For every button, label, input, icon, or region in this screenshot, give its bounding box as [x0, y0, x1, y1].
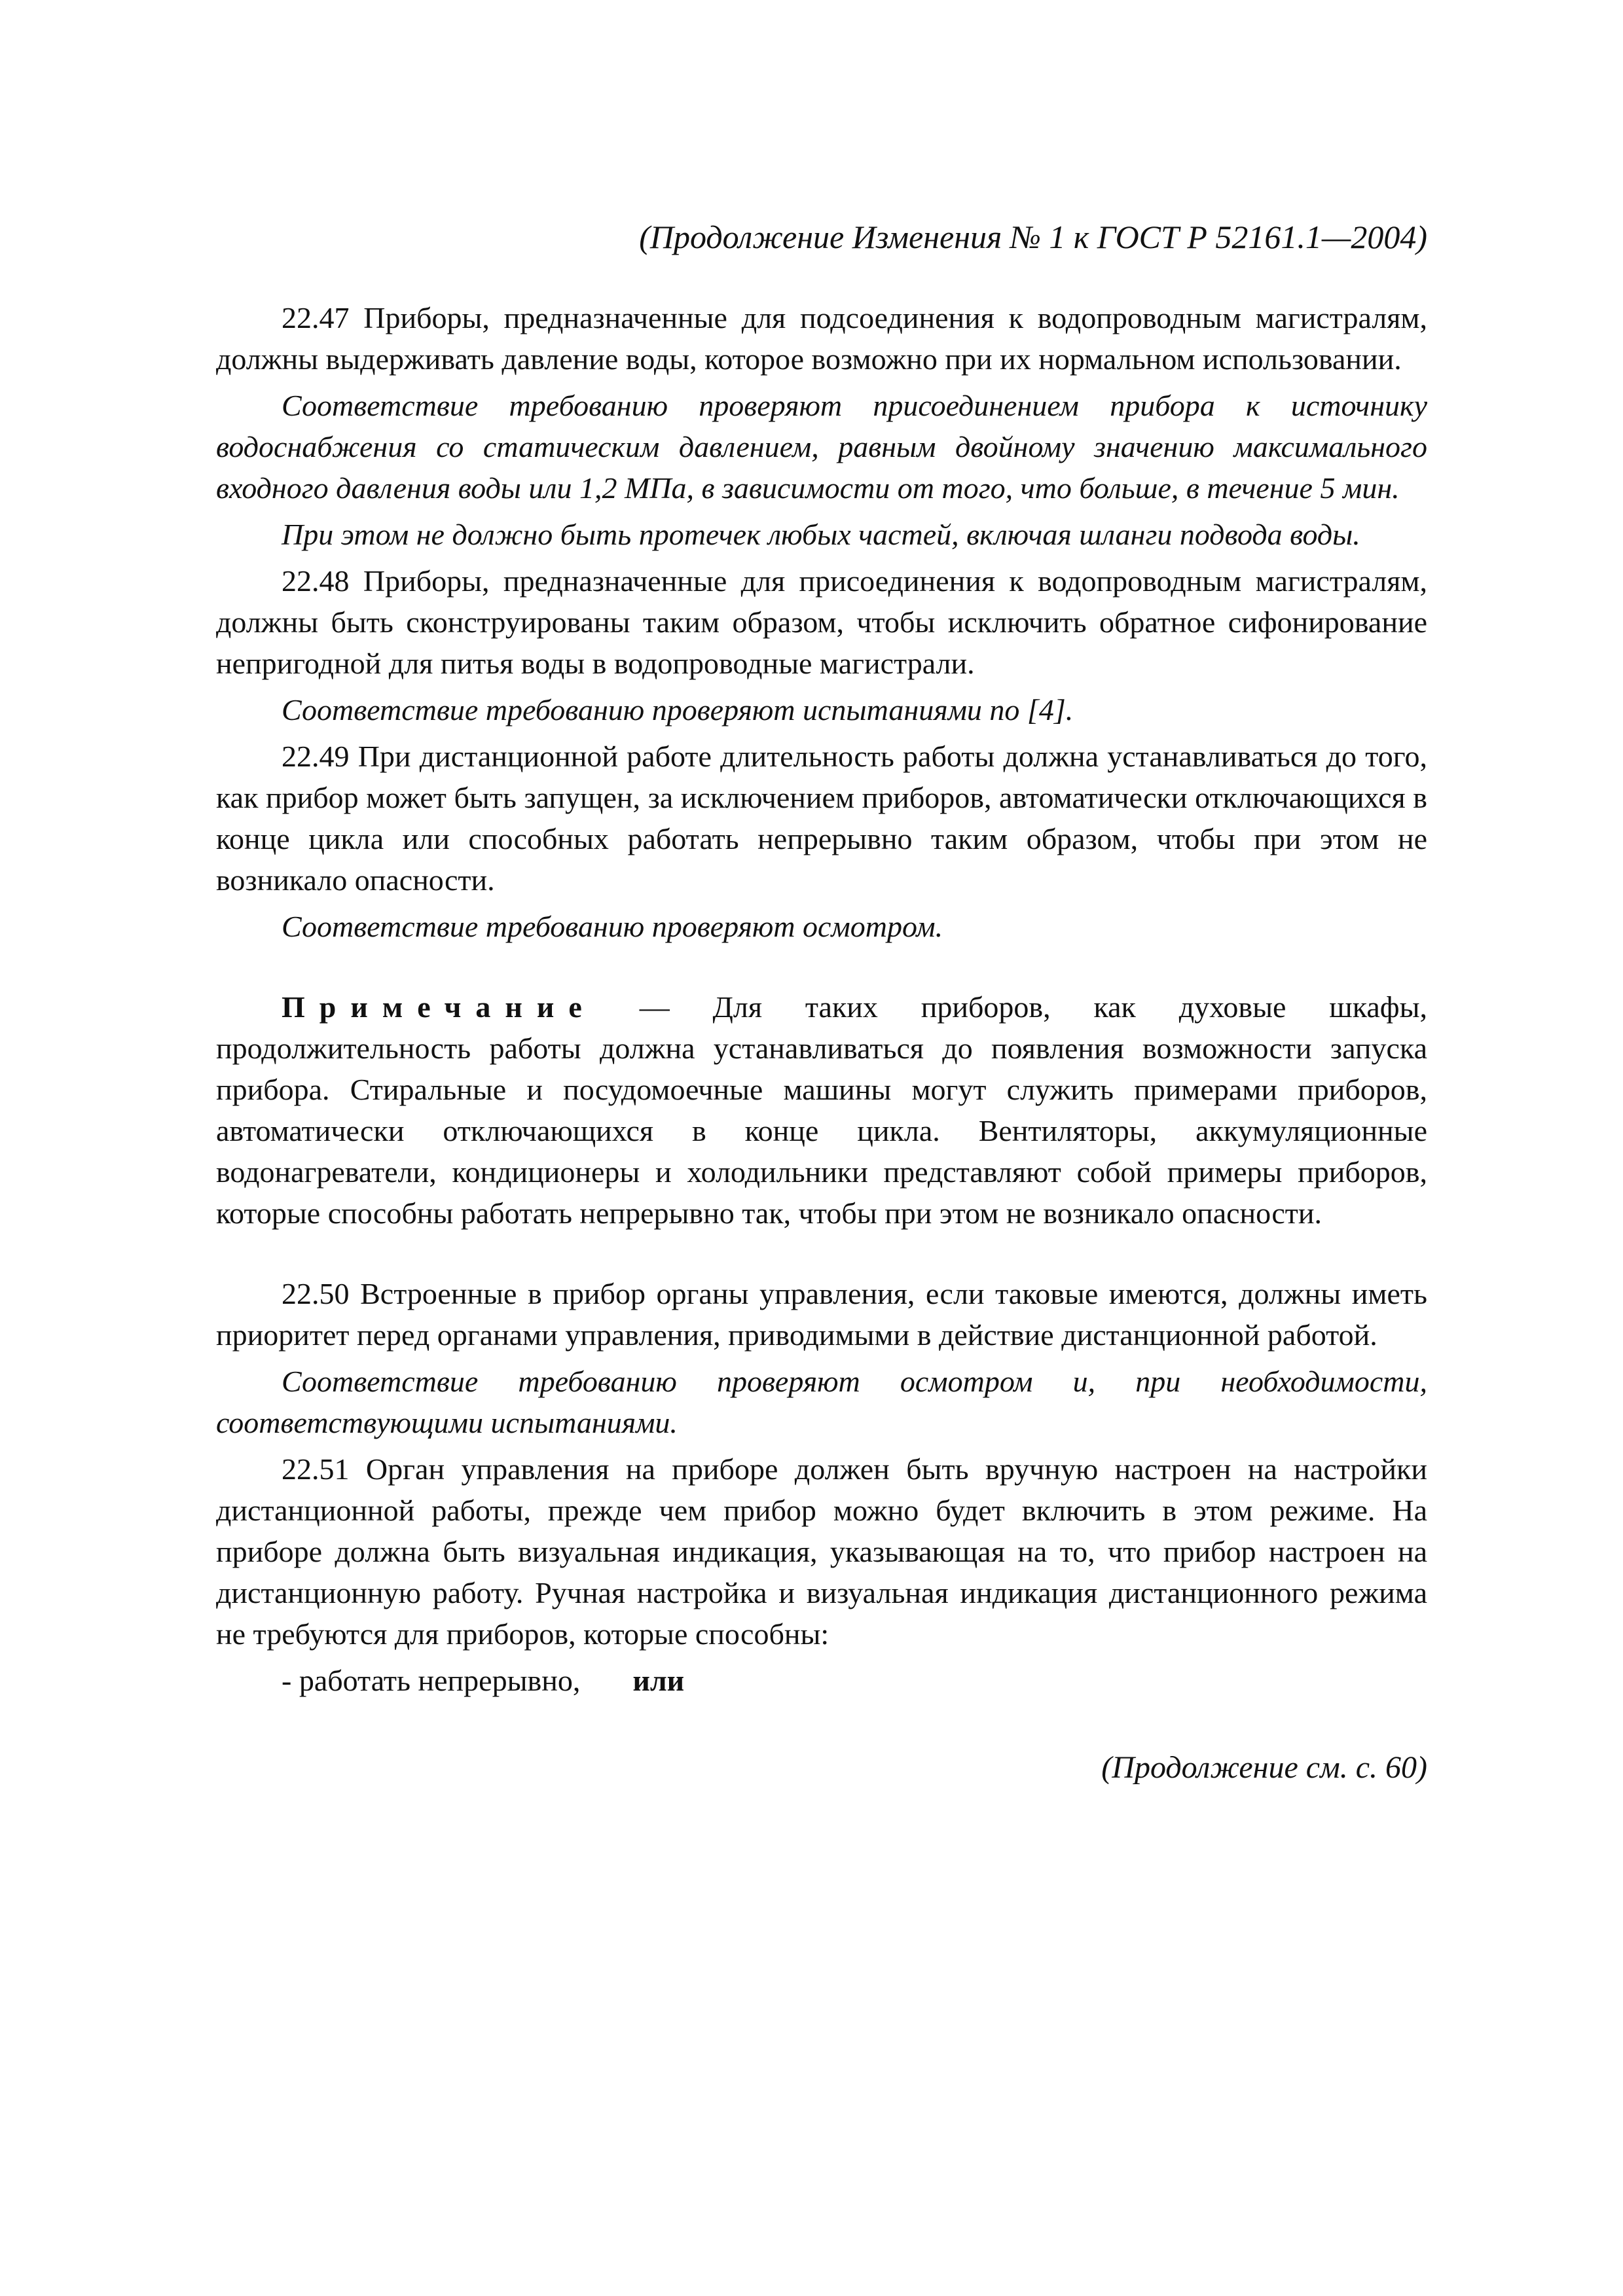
document-page — [216, 216, 1427, 2114]
list-connector: или — [632, 1664, 685, 1697]
note-block — [216, 986, 1427, 1234]
compliance-check-22-47: Соответствие требованию проверяют присоединением прибора к источнику водоснабжения со статическим давлением, равным двойному значению максимального входного давления воды или 1,2 МПа, в зависимости от того, что больше, в течение 5 мин. — [216, 389, 1427, 505]
clause-22-51: 22.51 Орган управления на приборе должен быть вручную настроен на настройки дистанционной работы, прежде чем прибор можно будет включить в этом режиме. На приборе должна быть визуальная индикация, указывающая на то, что прибор настроен на дистанционную работу. Ручная настройка и визуальная индикация дистанционного режима не требуются для приборов, которые способны: — [216, 1452, 1427, 1651]
compliance-check-22-50: Соответствие требованию проверяют осмотром и, при необходимости, соответствующими испытаниями. — [216, 1365, 1427, 1439]
compliance-check-22-49: Соответствие требованию проверяют осмотром. — [282, 910, 943, 943]
list-item-text: - работать непрерывно, — [282, 1664, 581, 1697]
compliance-check-22-48: Соответствие требованию проверяют испытаниями по [4]. — [282, 693, 1074, 726]
clause-22-49: 22.49 При дистанционной работе длительность работы должна устанавливаться до того, как прибор может быть запущен, за исключением приборов, автоматически отключающихся в конце цикла или способных работать непрерывно таким образом, чтобы при этом не возникало опасности. — [216, 740, 1427, 897]
leak-requirement-22-47: При этом не должно быть протечек любых частей, включая шланги подвода воды. — [282, 518, 1360, 551]
note-text: — Для таких приборов, как духовые шкафы, продолжительность работы должна устанавливаться до появления возможности запуска прибора. Стиральные и посудомоечные машины могут служить примерами приборов, автоматически отключающихся в конце цикла. Вентиляторы, аккумуляционные водонагреватели, кондиционеры и холодильники представляют собой примеры приборов, которые способны работать непрерывно так, чтобы при этом не возникало опасности. — [216, 990, 1427, 1230]
continuation-footer: (Продолжение см. с. 60) — [1101, 1750, 1427, 1785]
note-label: Примечание — [282, 990, 596, 1024]
clause-22-47: 22.47 Приборы, предназначенные для подсоединения к водопроводным магистралям, должны выдерживать давление воды, которое возможно при их нормальном использовании. — [216, 301, 1427, 376]
list-item — [216, 1660, 1427, 1701]
clause-22-50: 22.50 Встроенные в прибор органы управления, если таковые имеются, должны иметь приоритет перед органами управления, приводимыми в действие дистанционной работой. — [216, 1277, 1427, 1352]
continuation-header: (Продолжение Изменения № 1 к ГОСТ Р 52161.1—2004) — [639, 219, 1427, 255]
clause-22-48: 22.48 Приборы, предназначенные для присоединения к водопроводным магистралям, должны быть сконструированы таким образом, чтобы исключить обратное сифонирование непригодной для питья воды в водопроводные магистрали. — [216, 564, 1427, 680]
